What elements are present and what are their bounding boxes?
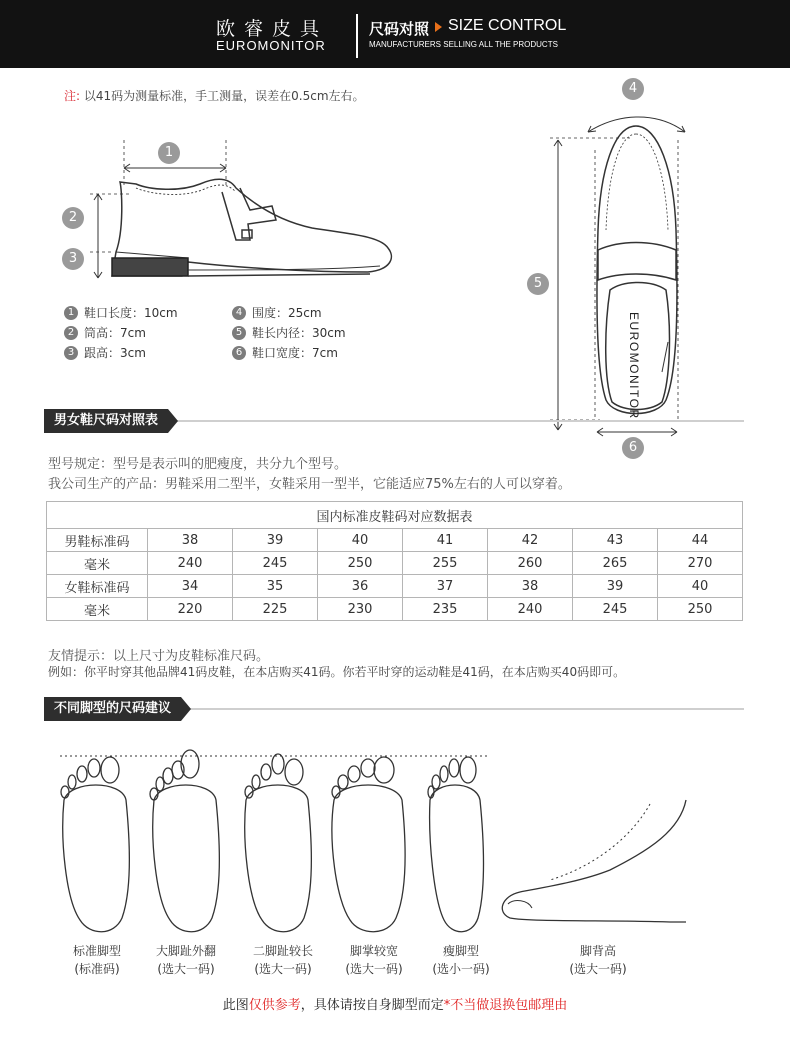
table-cell: 235 [403,598,488,621]
table-cell: 39 [573,575,658,598]
foot-type-3 [238,942,328,978]
header-divider [356,14,358,58]
legend-text: 鞋长内径：30cm [252,326,346,340]
table-cell: 265 [573,552,658,575]
size-table [46,501,743,621]
table-cell: 43 [573,529,658,552]
table-cell: 34 [148,575,233,598]
table-cell: 240 [148,552,233,575]
legend-text: 跟高：3cm [84,346,146,360]
foot-type-name: 大脚趾外翻 [155,944,216,958]
legend-text: 鞋口宽度：7cm [252,346,338,360]
foot-type-4 [329,942,419,978]
size-desc-1: 型号规定：型号是表示叫的肥瘦度，共分九个型号。 [48,457,348,472]
row-label: 毫米 [47,552,148,575]
table-cell: 41 [403,529,488,552]
table-cell: 44 [658,529,743,552]
marker-4: 4 [622,78,644,100]
legend-item-4 [232,304,322,321]
foot-type-6 [553,942,643,978]
table-cell: 38 [148,529,233,552]
shoe-side-view-diagram [50,130,410,290]
row-label: 毫米 [47,598,148,621]
table-row [47,575,743,598]
size-section-tab: 男女鞋尺码对照表 [44,409,168,433]
size-desc-2: 我公司生产的产品：男鞋采用二型半，女鞋采用一型半，它能适应75%左右的人可以穿着。 [48,477,571,492]
foot-type-name: 标准脚型 [72,944,121,958]
header-title-cn: 尺码对照 [369,20,430,38]
size-tip-1: 友情提示：以上尺寸为皮鞋标准尺码。 [48,649,270,664]
note-text: 以41码为测量标准，手工测量，误差在0.5cm左右。 [83,89,365,103]
foot-type-advice: (选大一码) [254,962,312,976]
foot-type-advice: (选小一码) [432,962,490,976]
note-label: 注: [64,89,81,103]
marker-1: 1 [158,142,180,164]
foot-type-name: 二脚趾较长 [252,944,313,958]
row-label: 男鞋标准码 [47,529,148,552]
legend-num: 4 [232,306,246,320]
disclaimer-part1: 此图 [222,998,249,1013]
table-cell: 42 [488,529,573,552]
marker-5: 5 [527,273,549,295]
legend-item-6 [232,344,338,361]
legend-text: 筒高：7cm [84,326,146,340]
table-cell: 250 [658,598,743,621]
row-label: 女鞋标准码 [47,575,148,598]
legend-num: 5 [232,326,246,340]
foot-type-name: 脚背高 [579,944,616,958]
table-cell: 35 [233,575,318,598]
legend-item-5 [232,324,346,341]
brand-name-en: EUROMONITOR [216,38,326,53]
foot-type-advice: (选大一码) [157,962,215,976]
table-cell: 39 [233,529,318,552]
triangle-arrow-icon [435,22,442,32]
table-cell: 230 [318,598,403,621]
shoe-top-view-diagram [540,80,690,450]
table-cell: 220 [148,598,233,621]
table-cell: 40 [318,529,403,552]
header-title-en: SIZE CONTROL [448,17,567,34]
legend-text: 围度：25cm [252,306,322,320]
foot-type-2 [141,942,231,978]
foot-type-advice: (标准码) [74,962,120,976]
table-row [47,552,743,575]
table-cell: 260 [488,552,573,575]
legend-item-2 [64,324,146,341]
foot-type-name: 脚掌较宽 [349,944,398,958]
table-cell: 37 [403,575,488,598]
legend-item-3 [64,344,146,361]
size-tip-2: 例如：你平时穿其他品牌41码皮鞋，在本店购买41码。你若平时穿的运动鞋是41码，在本店购买40码即可。 [48,665,626,679]
foot-type-name: 瘦脚型 [442,944,479,958]
legend-num: 3 [64,346,78,360]
table-cell: 240 [488,598,573,621]
disclaimer-part4: *不当做退换包邮理由 [443,998,568,1013]
table-row [47,598,743,621]
legend-num: 1 [64,306,78,320]
table-cell: 36 [318,575,403,598]
marker-3: 3 [62,248,84,270]
legend-num: 2 [64,326,78,340]
table-title: 国内标准皮鞋码对应数据表 [47,502,743,529]
disclaimer [0,994,790,1013]
table-cell: 255 [403,552,488,575]
legend-text: 鞋口长度：10cm [84,306,178,320]
table-row [47,529,743,552]
brand-name-cn: 欧睿皮具 [216,18,329,40]
measurement-note [64,87,365,104]
disclaimer-part3: ，具体请按自身脚型而定 [300,998,444,1013]
marker-2: 2 [62,207,84,229]
table-cell: 225 [233,598,318,621]
foot-type-5 [416,942,506,978]
header-subtitle: MANUFACTURERS SELLING ALL THE PRODUCTS [369,40,558,49]
table-cell: 250 [318,552,403,575]
table-cell: 38 [488,575,573,598]
table-cell: 270 [658,552,743,575]
marker-6: 6 [622,437,644,459]
table-cell: 40 [658,575,743,598]
foot-type-1 [52,942,142,978]
table-cell: 245 [233,552,318,575]
legend-item-1 [64,304,178,321]
foot-section-tab: 不同脚型的尺码建议 [44,697,181,721]
table-cell: 245 [573,598,658,621]
disclaimer-part2: 仅供参考 [248,998,301,1013]
foot-type-advice: (选大一码) [569,962,627,976]
foot-type-advice: (选大一码) [345,962,403,976]
top-view-brand: EUROMONITOR [627,312,641,420]
foot-shapes-illustration [50,740,690,940]
legend-num: 6 [232,346,246,360]
